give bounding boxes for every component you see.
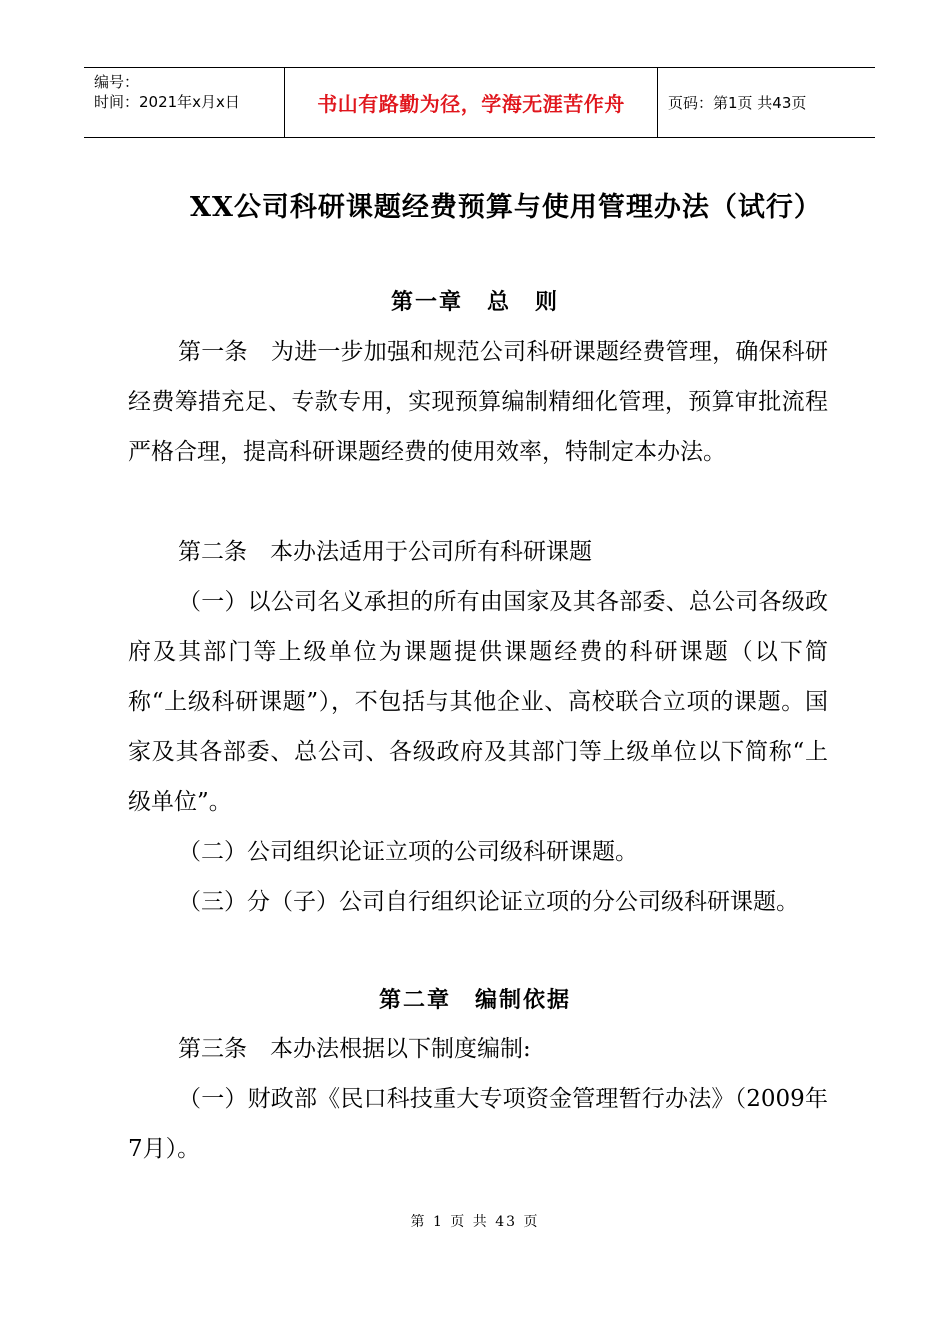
document-title [0,185,950,224]
header-page-info: 页码：第1页 共43页 [668,94,807,112]
header-motto-cell [284,68,658,137]
chapter-heading: 第一章 总 则 [390,289,559,315]
article-paragraph: 第二条 本办法适用于公司所有科研课题 [178,539,592,565]
header-motto: 书山有路勤为径，学海无涯苦作舟 [317,92,625,116]
header-page-info-cell [658,68,875,137]
document-number-label: 编号： [94,73,140,91]
article-paragraph: 第三条 本办法根据以下制度编制: [178,1036,531,1062]
clause-paragraph: （三）分（子）公司自行组织论证立项的分公司级科研课题。 [178,889,799,915]
clause-paragraph: （一）以公司名义承担的所有由国家及其各部委、总公司各级政府及其部门等上级单位为课题提供课题经费的科研课题（以下简称“上级科研课题”），不包括与其他企业、高校联合立项的课题。国家及其各部委、总公司、各级政府及其部门等上级单位以下简称“上级单位”。 [128,589,828,815]
document-title-text: XX公司科研课题经费预算与使用管理办法（试行） [190,192,822,223]
clause-paragraph: （二）公司组织论证立项的公司级科研课题。 [178,839,638,865]
header-meta [84,68,284,137]
article-paragraph: 第一条 为进一步加强和规范公司科研课题经费管理，确保科研经费筹措充足、专款专用，实现预算编制精细化管理，预算审批流程严格合理，提高科研课题经费的使用效率，特制定本办法。 [128,339,828,465]
chapter-heading: 第二章 编制依据 [378,987,571,1013]
page-footer: 第 1 页 共 43 页 [410,1214,540,1230]
clause-paragraph: （一）财政部《民口科技重大专项资金管理暂行办法》（2009年7月）。 [128,1086,828,1162]
page-header [84,67,875,138]
document-time-label: 时间：2021年x月x日 [94,93,240,111]
